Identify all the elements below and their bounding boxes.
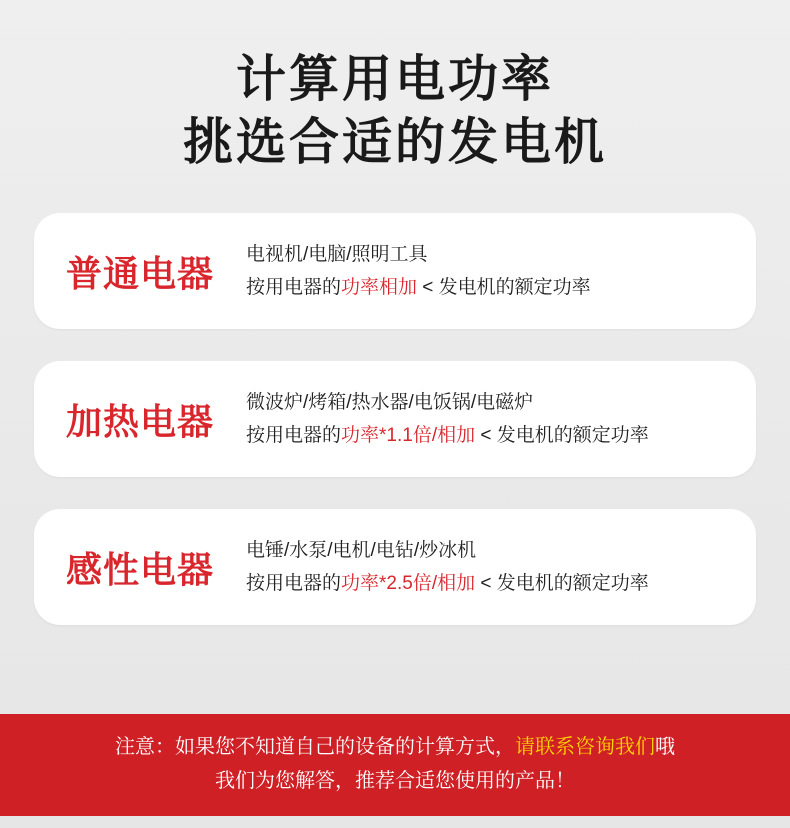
category-card-ordinary — [34, 213, 756, 329]
category-title: 普通电器 — [65, 252, 214, 294]
category-devices: 电锤/水泵/电机/电钻/炒冰机 — [246, 539, 477, 561]
page-title-line-1: 计算用电功率 — [236, 51, 554, 107]
category-devices: 电视机/电脑/照明工具 — [246, 243, 428, 265]
notice-line-2: 我们为您解答，推荐合适您使用的产品！ — [215, 770, 575, 792]
formula-suffix: < 发电机的额定功率 — [475, 573, 649, 594]
bottom-strip — [0, 816, 790, 828]
notice-text: 如果您不知道自己的设备的计算方式， — [175, 736, 515, 758]
category-body — [246, 386, 756, 453]
category-card-heating — [34, 361, 756, 477]
formula-emphasis: 功率相加 — [341, 277, 418, 298]
category-card-inductive — [34, 509, 756, 625]
notice-label: 注意： — [115, 736, 175, 758]
category-formula — [246, 419, 738, 452]
page-title-line-2: 挑选合适的发电机 — [183, 113, 607, 170]
formula-suffix: < 发电机的额定功率 — [417, 277, 591, 298]
formula-suffix: < 发电机的额定功率 — [475, 425, 649, 446]
notice-text-tail: 哦 — [655, 736, 675, 758]
formula-prefix: 按用电器的 — [246, 425, 342, 446]
category-title: 加热电器 — [65, 400, 214, 442]
category-card-list — [0, 213, 790, 625]
category-body — [246, 534, 756, 601]
page-header — [0, 0, 790, 173]
category-formula — [246, 271, 738, 304]
category-devices: 微波炉/烤箱/热水器/电饭锅/电磁炉 — [246, 391, 534, 413]
notice-banner — [0, 714, 790, 816]
contact-us-highlight[interactable]: 请联系咨询我们 — [515, 736, 655, 758]
category-title: 感性电器 — [65, 548, 214, 590]
formula-emphasis: 功率*1.1倍/相加 — [341, 425, 476, 446]
category-formula — [246, 567, 738, 600]
formula-emphasis: 功率*2.5倍/相加 — [341, 573, 476, 594]
formula-prefix: 按用电器的 — [246, 277, 342, 298]
category-body — [246, 238, 756, 305]
notice-line-1 — [20, 730, 770, 764]
formula-prefix: 按用电器的 — [246, 573, 342, 594]
